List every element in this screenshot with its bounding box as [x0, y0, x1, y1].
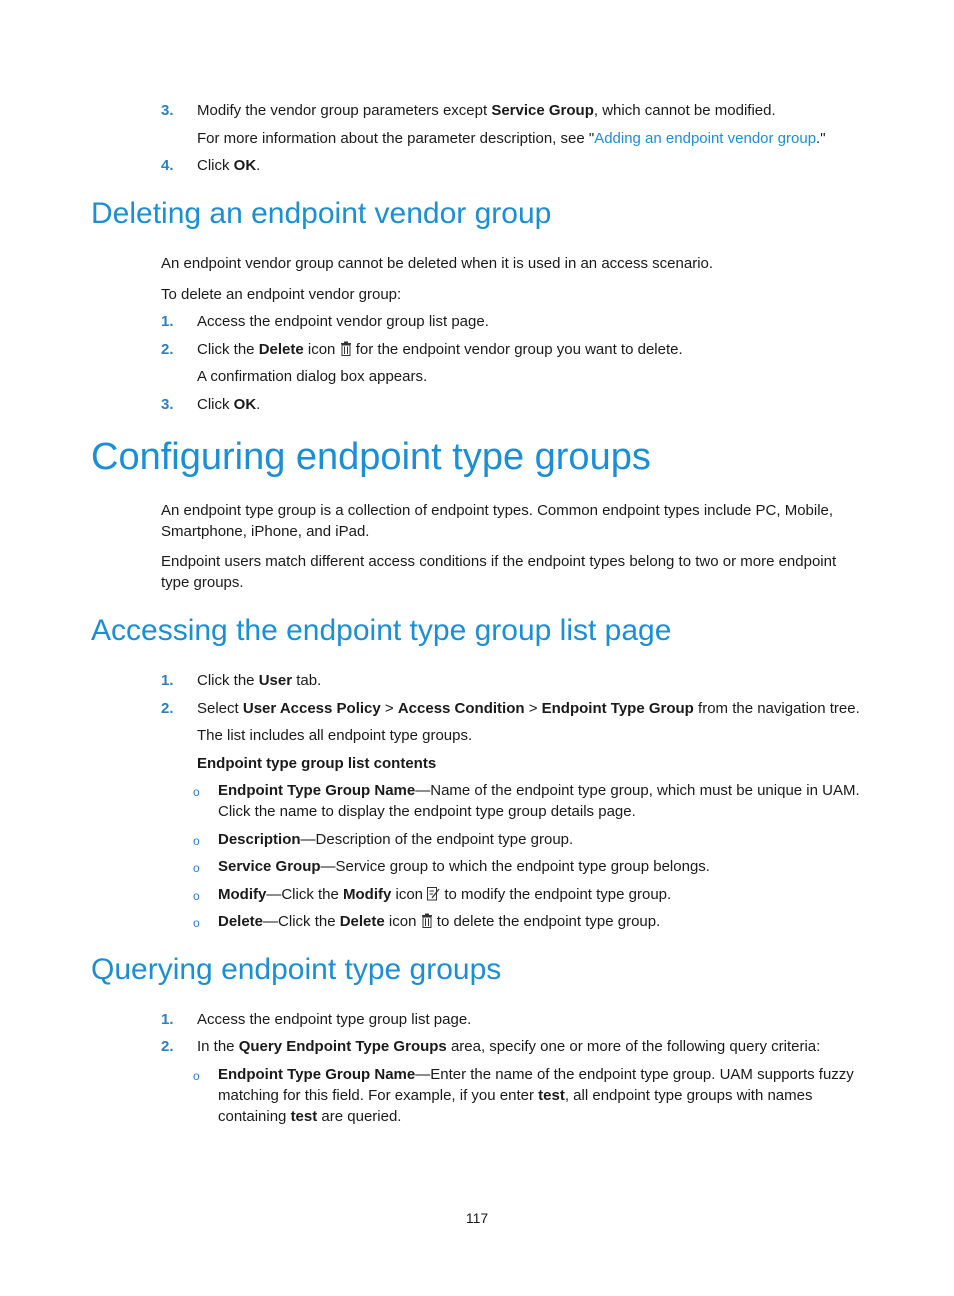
page-number: 117 [465, 1210, 489, 1226]
step-text: Select User Access Policy > Access Condition > Endpoint Type Group from the navigation tree. [197, 700, 860, 717]
step-number: 3. [161, 396, 174, 413]
bullet: o [193, 889, 200, 903]
bullet: o [193, 861, 200, 875]
list-item: Service Group—Service group to which the endpoint type group belongs. [218, 858, 710, 875]
bullet: o [193, 785, 200, 799]
step-note: A confirmation dialog box appears. [197, 368, 428, 385]
step-number: 1. [161, 313, 174, 330]
step-text: Click the User tab. [197, 672, 322, 689]
step-note: The list includes all endpoint type groups. [197, 727, 473, 744]
list-item: Modify—Click the Modify icon to modify the endpoint type group. [218, 884, 866, 907]
bullet: o [193, 916, 200, 930]
step-text: Access the endpoint type group list page. [197, 1011, 472, 1028]
step-text: Access the endpoint vendor group list page. [197, 313, 489, 330]
paragraph: To delete an endpoint vendor group: [161, 286, 402, 303]
step-text: In the Query Endpoint Type Groups area, specify one or more of the following query criteria: [197, 1038, 821, 1055]
list-item: Description—Description of the endpoint type group. [218, 831, 574, 848]
paragraph: Endpoint users match different access conditions if the endpoint types belong to two or more endpoint type groups. [161, 553, 837, 591]
step-number: 2. [161, 341, 174, 358]
trash-icon [421, 913, 433, 934]
list-item: Delete—Click the Delete icon to delete the endpoint type group. [218, 911, 866, 934]
section-heading-deleting-vendor-group: Deleting an endpoint vendor group [91, 197, 552, 230]
step-number: 2. [161, 700, 174, 717]
step-text: Click the Delete icon for the endpoint vendor group you want to delete. [197, 339, 867, 362]
step-note: For more information about the parameter description, see "Adding an endpoint vendor group." [197, 130, 826, 147]
adding-endpoint-vendor-group-link[interactable]: Adding an endpoint vendor group [594, 130, 817, 147]
step-number: 4. [161, 157, 174, 174]
step-number: 2. [161, 1038, 174, 1055]
edit-icon [427, 886, 440, 907]
bullet: o [193, 834, 200, 848]
section-heading-accessing-list-page: Accessing the endpoint type group list page [91, 614, 672, 647]
step-text: Click OK. [197, 157, 261, 174]
bullet: o [193, 1069, 200, 1083]
step-text: Click OK. [197, 396, 261, 413]
section-heading-querying-type-groups: Querying endpoint type groups [91, 953, 502, 986]
trash-icon [340, 341, 352, 362]
chapter-heading-configuring-type-groups: Configuring endpoint type groups [91, 436, 651, 478]
step-text: Modify the vendor group parameters except Service Group, which cannot be modified. [197, 102, 776, 119]
paragraph: An endpoint vendor group cannot be deleted when it is used in an access scenario. [161, 255, 714, 272]
step-number: 1. [161, 1011, 174, 1028]
list-heading: Endpoint type group list contents [197, 755, 437, 772]
list-item: Endpoint Type Group Name—Enter the name of the endpoint type group. UAM supports fuzzy matching for this field. For example, if you enter test, all endpoint type groups with names containing test are queried. [218, 1066, 854, 1125]
paragraph: An endpoint type group is a collection of endpoint types. Common endpoint types include PC, Mobile, Smartphone, iPhone, and iPad. [161, 502, 834, 540]
step-number: 3. [161, 102, 174, 119]
step-number: 1. [161, 672, 174, 689]
list-item: Endpoint Type Group Name—Name of the endpoint type group, which must be unique in UAM. Click the name to display the endpoint type group details page. [218, 782, 860, 820]
